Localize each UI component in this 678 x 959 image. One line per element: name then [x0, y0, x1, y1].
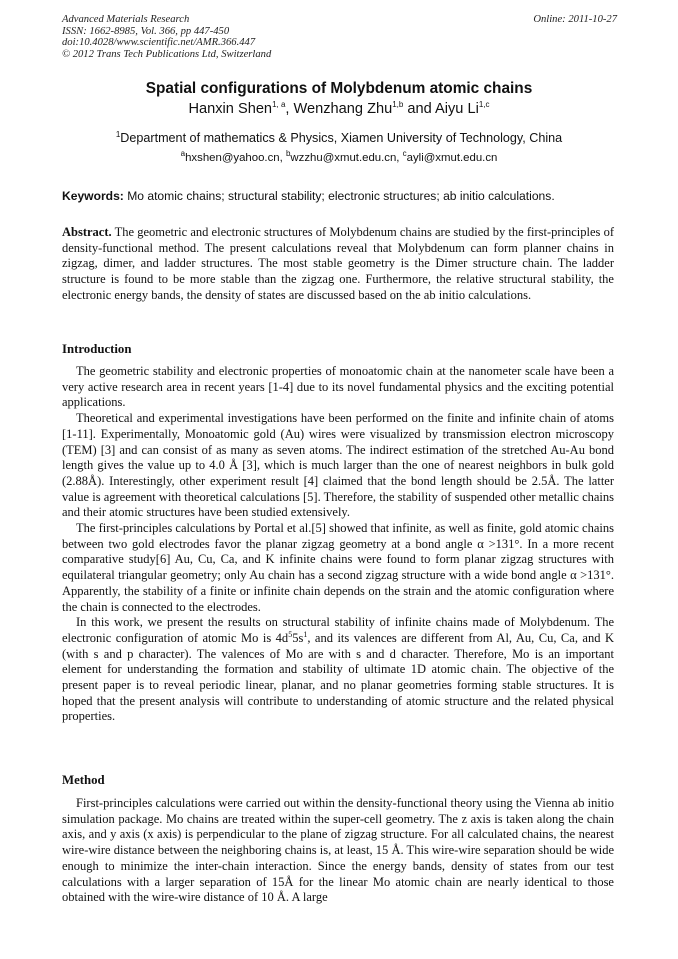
keywords-text: Mo atomic chains; structural stability; electronic structures; ab initio calculations.: [123, 189, 555, 203]
paper-title: Spatial configurations of Molybdenum atomic chains: [145, 80, 533, 97]
email-mark: b: [285, 149, 291, 159]
superscript: 5: [288, 629, 293, 639]
affiliation: [0, 131, 678, 145]
paragraph-text: In this work, we present the results on structural stability of infinite chains made of Molybdenum. The electronic configuration of atomic Mo is 4d: [62, 615, 614, 645]
author-name: Hanxin Shen: [188, 101, 273, 117]
author-separator: and: [403, 101, 436, 117]
paragraph: The geometric stability and electronic properties of monoatomic chain at the nanometer scale have been a very active research area in recent years [1-4] due to its novel fundamental physics and the exciting potential applications.: [62, 364, 614, 410]
email-line: [0, 149, 678, 164]
journal-name: Advanced Materials Research: [62, 14, 190, 25]
email-mark: c: [402, 149, 407, 159]
email-address: wzzhu@xmut.edu.cn,: [290, 152, 403, 164]
superscript: 1: [303, 629, 308, 639]
paragraph: The first-principles calculations by Portal et al.[5] showed that infinite, as well as finite, gold atomic chains between two gold electrodes favor the planar zigzag geometry at a bond angle α >131°. In a more recent comparative study[6] Au, Cu, Ca, and K infinite chains were found to form planar zigzag structures with equilateral triangular geometry; only Au chain has a second zigzag structure with a wide bond angle α >131°. Apparently, the stability of a finite or infinite chain depends on the strain and the atomic configuration where the chain is connected to the electrodes.: [62, 521, 614, 614]
doi-line: doi:10.4028/www.scientific.net/AMR.366.447: [62, 37, 256, 49]
paragraph: First-principles calculations were carried out within the density-functional theory using the Vienna ab initio simulation package. Mo chains are treated within the super-cell geometry. The z axis is taken along the chain axis, and y axis (x axis) is perpendicular to the plane of zigzag structure. For all calculated chains, the nearest wire-wire distance between the neighboring chains is, at least, 15 Å. This wire-wire separation should be wide enough to minimize the inter-chain interaction. Since the energy bands, density of states from our test calculations with a larger separation of 15Å for the linear Mo atomic chain are nearly identical to those obtained with the wire-wire distance of 10 Å. A large: [62, 796, 614, 905]
method-body: [62, 796, 614, 906]
paragraph: [62, 615, 614, 725]
online-date: Online: 2011-10-27: [533, 14, 617, 25]
affiliation-text: Department of mathematics & Physics, Xiamen University of Technology, China: [120, 131, 563, 145]
keywords-label: Keywords:: [62, 189, 124, 203]
abstract-label: Abstract.: [62, 225, 112, 239]
author-name: Wenzhang Zhu: [293, 101, 393, 117]
abstract-text: The geometric and electronic structures of Molybdenum chains are studied by the first-principles of density-functional method. The present calculations reveal that Molybdenum can form planner chains in zigzag, dimer, and ladder structures. The most stable geometry is the Dimer structure chain. The ladder structure is found to be more stable than the zigzag one. Furthermore, the relative structural stability, the electronic energy bands, the density of states are discussed based on the ab initio calculations.: [62, 225, 614, 302]
author-name: Aiyu Li: [435, 101, 479, 117]
paragraph: Theoretical and experimental investigations have been performed on the finite and infinite chain of atoms [1-11]. Experimentally, Monoatomic gold (Au) wires were visualized by transmission electron microscopy (TEM) [3] and can consist of as many as seven atoms. The indirect estimation of the stretched Au-Au bond length gives the value up to 4.0 Å [3], which is much larger than the one of nearest neighbors in bulk gold (2.88Å). Interestingly, other experiment result [4] claimed that the bond length should be 2.5Å. The latter value is agreement with theoretical calculations [5]. Therefore, the stability of suspended other metallic chains and their atomic structures have been studied extensively.: [62, 411, 614, 520]
author-affil-mark: 1,b: [392, 100, 404, 110]
paragraph-text: , and its valences are different from Al, Au, Cu, Ca, and K (with s and p character). The valences of Mo are with s and d character. Therefore, Mo is an important element for understanding the formation and stability of ultimate 1D atomic chain. The objective of the present paper is to reveal periodic linear, planar, and no planar geometries forming stable structures. It is hoped that the present analysis will contribute to understanding of atomic structure and the related physical properties.: [62, 630, 614, 724]
author-affil-mark: 1,c: [478, 100, 490, 110]
paragraph-text: 5s: [292, 630, 304, 645]
email-address: ayli@xmut.edu.cn: [406, 152, 498, 164]
affiliation-number: 1: [115, 129, 121, 139]
email-address: hxshen@yahoo.cn,: [185, 152, 286, 164]
email-mark: a: [180, 149, 186, 159]
introduction-body: [62, 364, 614, 725]
journal-header: [62, 14, 617, 60]
author-affil-mark: 1, a: [272, 100, 286, 110]
author-separator: ,: [285, 101, 294, 117]
introduction-heading: Introduction: [62, 342, 132, 356]
issn-line: ISSN: 1662-8985, Vol. 366, pp 447-450: [62, 25, 230, 37]
copyright-line: © 2012 Trans Tech Publications Ltd, Switzerland: [62, 48, 272, 60]
abstract: [62, 225, 614, 304]
keywords: [62, 189, 622, 203]
author-list: [0, 101, 678, 117]
method-heading: Method: [62, 773, 105, 787]
